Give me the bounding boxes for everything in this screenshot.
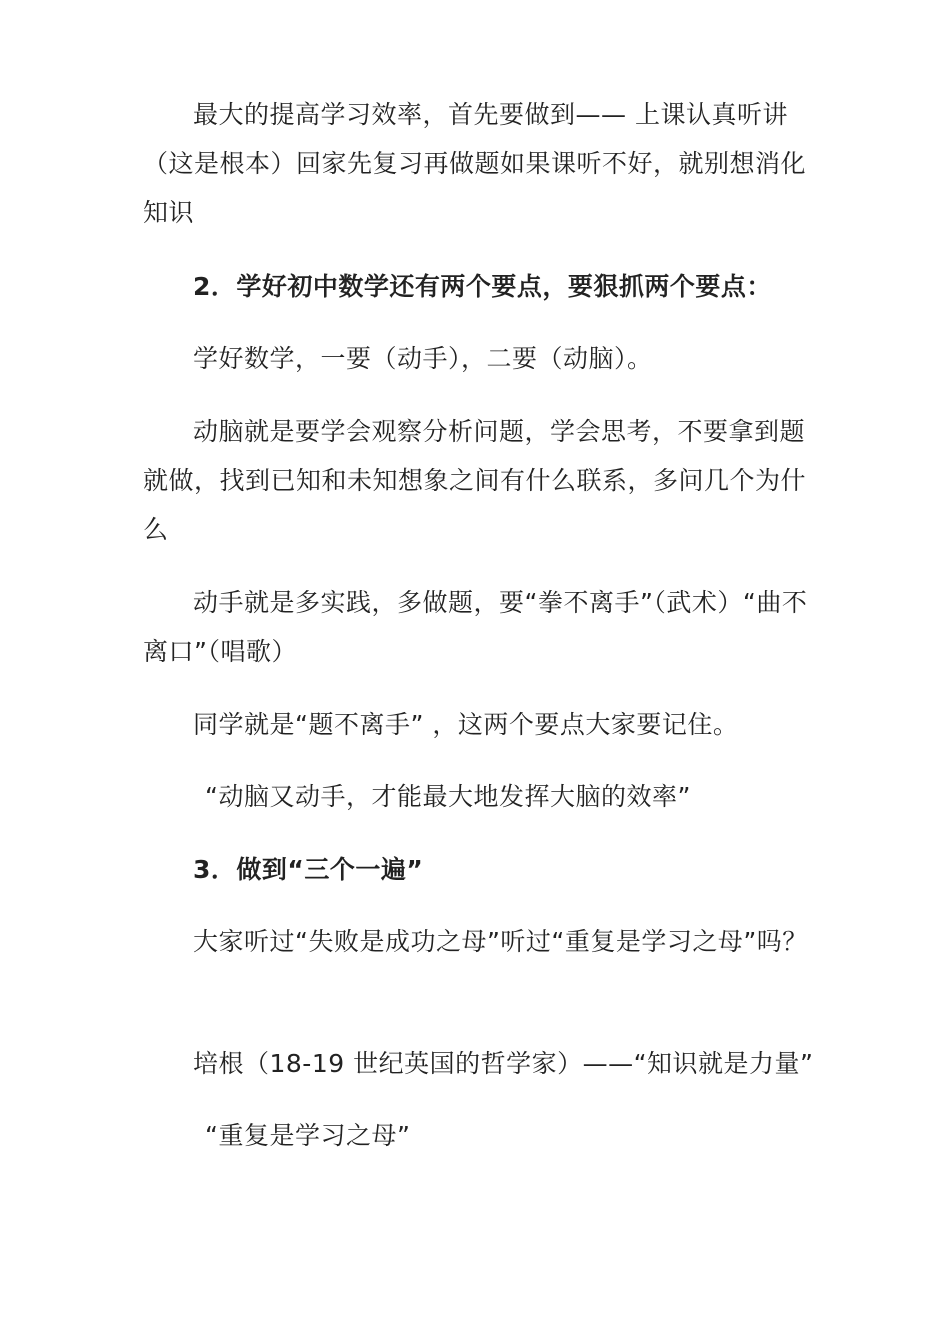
paragraph-study-efficiency: 最大的提高学习效率，首先要做到—— 上课认真听讲（这是根本）回家先复习再做题如果课听不好，就别想消化知识: [143, 100, 807, 227]
paragraph-hands-and-brain: 学好数学，一要（动手），二要（动脑）。: [193, 344, 653, 373]
quote-brain-efficiency: “动脑又动手，才能最大地发挥大脑的效率”: [205, 782, 691, 811]
paragraph-use-hands: 动手就是多实践，多做题，要“拳不离手”（武术）“曲不离口”（唱歌）: [143, 588, 808, 666]
paragraph-use-brain: 动脑就是要学会观察分析问题，学会思考，不要拿到题就做，找到已知和未知想象之间有什么联系，多问几个为什么: [143, 417, 807, 544]
quote-repetition: “重复是学习之母”: [205, 1121, 411, 1150]
paragraph-bacon: 培根（18-19 世纪英国的哲学家）——“知识就是力量”: [193, 1049, 814, 1078]
heading-two-key-points: 2．学好初中数学还有两个要点，要狠抓两个要点：: [193, 272, 772, 301]
heading-three-times: 3．做到“三个一遍”: [193, 855, 424, 884]
paragraph-repetition-mother: 大家听过“失败是成功之母”听过“重复是学习之母”吗？: [193, 927, 808, 956]
paragraph-remember-points: 同学就是“题不离手” ，这两个要点大家要记住。: [193, 710, 739, 739]
